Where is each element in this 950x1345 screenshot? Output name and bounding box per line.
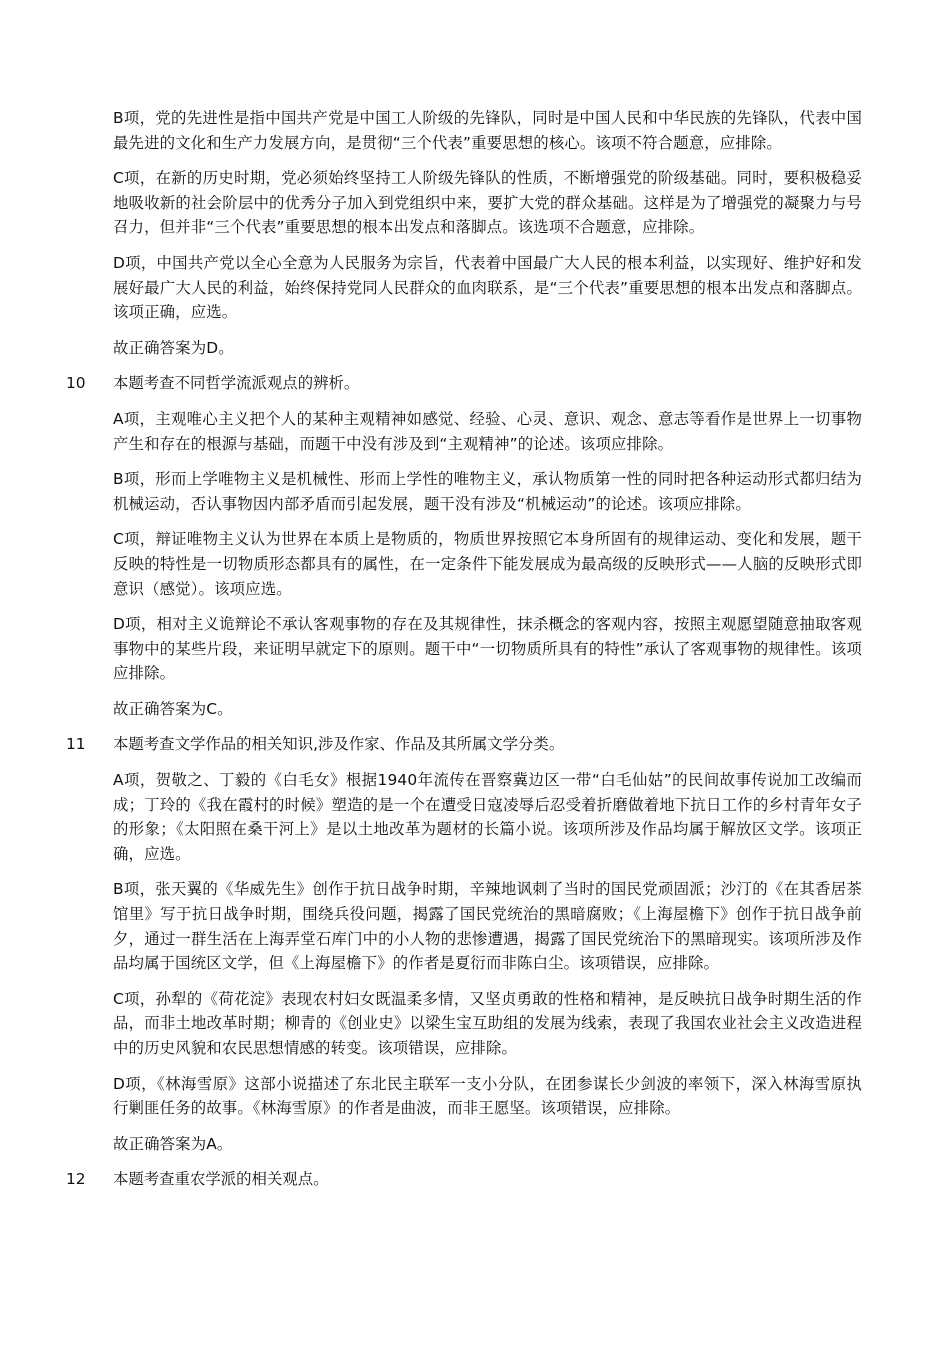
- answer-paragraph: B项，党的先进性是指中国共产党是中国工人阶级的先锋队，同时是中国人民和中华民族的先锋队，代表中国最先进的文化和生产力发展方向，是贯彻“三个代表”重要思想的核心。该项不符合题意，应排除。: [113, 109, 862, 152]
- question-heading: [66, 1167, 862, 1192]
- answer-paragraph: C项，辩证唯物主义认为世界在本质上是物质的，物质世界按照它本身所固有的规律运动、变化和发展，题干反映的特性是一切物质形态都具有的属性，在一定条件下能发展成为最高级的反映形式——人脑的反映形式即意识（感觉）。该项应选。: [113, 530, 862, 598]
- answer-paragraph: A项，主观唯心主义把个人的某种主观精神如感觉、经验、心灵、意识、观念、意志等看作是世界上一切事物产生和存在的根源与基础，而题干中没有涉及到“主观精神”的论述。该项应排除。: [113, 409, 862, 453]
- question-text: 本题考查重农学派的相关观点。: [113, 1170, 329, 1189]
- answer-paragraph: C项，孙犁的《荷花淀》表现农村妇女既温柔多情，又坚贞勇敢的性格和精神，是反映抗日战争时期生活的作品，而非土地改革时期；柳青的《创业史》以梁生宝互助组的发展为线索，表现了我国农业社会主义改造进程中的历史风貌和农民思想情感的转变。该项错误，应排除。: [113, 989, 862, 1057]
- question-number: 12: [66, 1170, 86, 1189]
- answer-paragraph: D项，《林海雪原》这部小说描述了东北民主联军一支小分队，在团参谋长少剑波的率领下，深入林海雪原执行剿匪任务的故事。《林海雪原》的作者是曲波，而非王愿坚。该项错误，应排除。: [113, 1074, 862, 1118]
- answer-paragraph: D项，相对主义诡辩论不承认客观事物的存在及其规律性，抹杀概念的客观内容，按照主观愿望随意抽取客观事物中的某些片段，来证明早就定下的原则。题干中“一切物质所具有的特性”承认了客观事物的规律性。该项应排除。: [113, 615, 862, 683]
- question-number: 10: [66, 374, 86, 393]
- question-text: 本题考查不同哲学流派观点的辨析。: [113, 374, 360, 393]
- question-heading: [66, 371, 862, 396]
- answer-paragraph: B项，形而上学唯物主义是机械性、形而上学性的唯物主义，承认物质第一性的同时把各种运动形式都归结为机械运动，否认事物因内部矛盾而引起发展，题干没有涉及“机械运动”的论述。该项应排除。: [113, 470, 862, 513]
- question-text: 本题考查文学作品的相关知识,涉及作家、作品及其所属文学分类。: [113, 735, 565, 754]
- answer-paragraph: A项，贺敬之、丁毅的《白毛女》根据1940年流传在晋察冀边区一带“白毛仙姑”的民间故事传说加工改编而成；丁玲的《我在霞村的时候》塑造的是一个在遭受日寇凌辱后忍受着折磨做着地下抗日工作的乡村青年女子的形象；《太阳照在桑干河上》是以土地改革为题材的长篇小说。该项所涉及作品均属于解放区文学。该项正确，应选。: [113, 771, 862, 863]
- answer-paragraph: 故正确答案为A。: [113, 1134, 233, 1153]
- answer-paragraph: C项，在新的历史时期，党必须始终坚持工人阶级先锋队的性质，不断增强党的阶级基础。同时，要积极稳妥地吸收新的社会阶层中的优秀分子加入到党组织中来，要扩大党的群众基础。这样是为了增强党的凝聚力与号召力，但并非“三个代表”重要思想的根本出发点和落脚点。该选项不合题意，应排除。: [113, 169, 862, 237]
- question-heading: [66, 732, 862, 757]
- answer-paragraph: 故正确答案为C。: [113, 699, 233, 718]
- answer-paragraph: B项，张天翼的《华威先生》创作于抗日战争时期，辛辣地讽刺了当时的国民党顽固派；沙汀的《在其香居茶馆里》写于抗日战争时期，围绕兵役问题，揭露了国民党统治的黑暗腐败；《上海屋檐下》创作于抗日战争前夕，通过一群生活在上海弄堂石库门中的小人物的悲惨遭遇，揭露了国民党统治下的黑暗现实。该项所涉及作品均属于国统区文学，但《上海屋檐下》的作者是夏衍而非陈白尘。该项错误，应排除。: [113, 880, 862, 973]
- document-content: [0, 106, 950, 1192]
- question-number: 11: [66, 735, 86, 754]
- answer-paragraph: 故正确答案为D。: [113, 338, 234, 357]
- answer-paragraph: D项，中国共产党以全心全意为人民服务为宗旨，代表着中国最广大人民的根本利益，以实现好、维护好和发展好最广大人民的利益，始终保持党同人民群众的血肉联系，是“三个代表”重要思想的根本出发点和落脚点。该项正确，应选。: [113, 253, 862, 322]
